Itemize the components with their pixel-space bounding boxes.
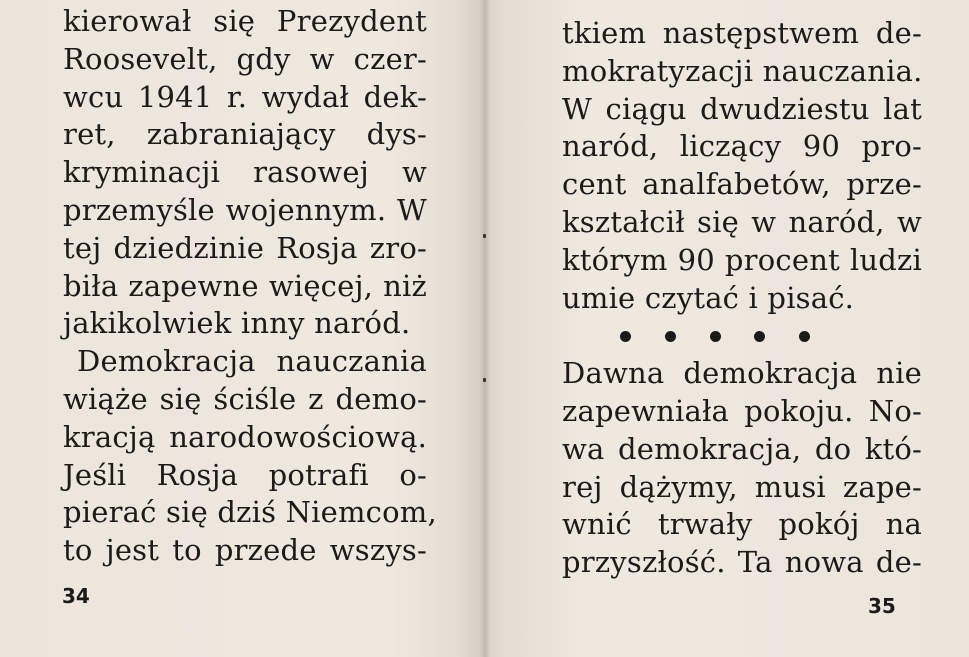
text-line: przemyśle wojennym. W <box>63 192 427 227</box>
page-number-left: 34 <box>62 584 90 608</box>
separator-dot <box>710 331 721 342</box>
text-line: pierać się dziś Niemcom, <box>63 495 437 530</box>
text-line: wiąże się ściśle z demo- <box>63 381 427 416</box>
page-number-right: 35 <box>868 594 896 618</box>
separator-dot <box>665 331 676 342</box>
section-separator-dots <box>620 317 810 355</box>
separator-dot <box>799 331 810 342</box>
text-line: mokratyzacji nauczania. <box>562 53 923 88</box>
text-line: Dawna demokracja nie <box>562 356 922 391</box>
text-line: Demokracja nauczania <box>77 344 427 379</box>
text-line: Jeśli Rosja potrafi o- <box>63 457 427 492</box>
text-line: umie czytać i pisać. <box>562 280 855 315</box>
text-line: wcu 1941 r. wydał dek- <box>63 79 427 114</box>
left-page <box>0 0 484 657</box>
text-line: biła zapewne więcej, niż <box>63 268 427 303</box>
text-line: przyszłość. Ta nowa de- <box>562 545 922 580</box>
text-line: tej dziedzinie Rosja zro- <box>63 230 427 265</box>
text-line: jakikolwiek inny naród. <box>63 306 411 341</box>
text-line: wa demokracja, do któ- <box>562 431 922 466</box>
text-line: Roosevelt, gdy w czer- <box>63 41 427 76</box>
text-line: kracją narodowościową. <box>63 419 427 454</box>
text-line: którym 90 procent ludzi <box>562 242 922 277</box>
right-page-text <box>562 15 922 582</box>
text-line: W ciągu dwudziestu lat <box>562 91 922 126</box>
text-line: naród, liczący 90 pro- <box>562 129 922 164</box>
text-line: tkiem następstwem de- <box>562 16 922 50</box>
separator-dot <box>754 331 765 342</box>
separator-dot <box>620 331 631 342</box>
text-line: zapewniała pokoju. No- <box>562 393 922 428</box>
text-line: ret, zabraniający dys- <box>63 117 427 152</box>
text-line: cent analfabetów, prze- <box>562 167 922 202</box>
text-line: kryminacji rasowej w <box>63 155 427 190</box>
left-page-text <box>63 3 437 570</box>
text-line: kierował się Prezydent <box>63 4 427 38</box>
text-line: to jest to przede wszys- <box>63 533 427 568</box>
text-line: wnić trwały pokój na <box>562 507 922 542</box>
text-line: rej dążymy, musi zape- <box>562 469 922 504</box>
right-page <box>486 0 969 657</box>
text-line: kształcił się w naród, w <box>562 204 922 239</box>
